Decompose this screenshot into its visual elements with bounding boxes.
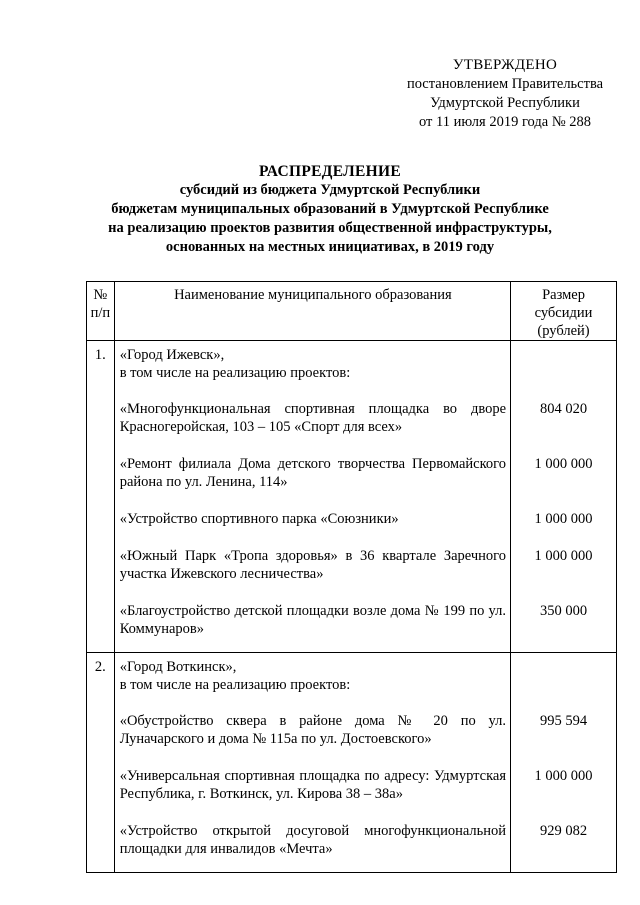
project-name: «Устройство открытой досуговой многофункциональной площадки для инвалидов «Мечта» <box>119 823 507 857</box>
project-amount: 1 000 000 <box>534 456 593 472</box>
title-line-2: бюджетам муниципальных образований в Удмуртской Республике <box>111 201 549 217</box>
table-row <box>87 341 617 653</box>
title-main: РАСПРЕДЕЛЕНИЕ <box>259 163 401 180</box>
including-text: в том числе на реализацию проектов: <box>119 677 351 693</box>
row-name-cell <box>114 341 510 653</box>
title-line-3: на реализацию проектов развития общественной инфраструктуры, <box>108 220 552 236</box>
project-amount: 929 082 <box>539 823 588 839</box>
table-header-row <box>87 282 617 341</box>
project-name: «Благоустройство детской площадки возле дома № 199 по ул. Коммунаров» <box>119 603 507 637</box>
row-amount-cell <box>511 341 617 653</box>
approval-line-4: от 11 июля 2019 года № 288 <box>418 114 592 130</box>
project-name: «Ремонт филиала Дома детского творчества Первомайского района по ул. Ленина, 114» <box>119 456 507 490</box>
project-amount: 995 594 <box>539 713 588 729</box>
title-line-4: основанных на местных инициативах, в 2019 году <box>165 239 495 255</box>
project-amount: 350 000 <box>539 603 588 619</box>
row-number: 2. <box>87 653 115 873</box>
municipality-name: «Город Ижевск», <box>119 347 225 363</box>
row-amount-cell <box>511 653 617 873</box>
row-number: 1. <box>87 341 115 653</box>
approval-line-2: постановлением Правительства <box>406 76 604 92</box>
project-name: «Обустройство сквера в районе дома № 20 по ул. Луначарского и дома № 115а по ул. Достоевского» <box>119 713 507 747</box>
including-text: в том числе на реализацию проектов: <box>119 365 351 381</box>
approval-block <box>395 56 615 132</box>
header-amount: Размер субсидии (рублей) <box>511 282 617 341</box>
table-row <box>87 653 617 873</box>
project-name: «Многофункциональная спортивная площадка во дворе Красногеройская, 103 – 105 «Спорт для всех» <box>119 401 507 435</box>
project-amount: 1 000 000 <box>534 768 593 784</box>
header-num: № п/п <box>87 282 115 341</box>
document-title <box>80 162 580 257</box>
project-amount: 1 000 000 <box>534 511 593 527</box>
header-name: Наименование муниципального образования <box>114 282 510 341</box>
municipality-name: «Город Воткинск», <box>119 659 237 675</box>
project-name: «Южный Парк «Тропа здоровья» в 36 квартале Заречного участка Ижевского лесничества» <box>119 548 507 582</box>
project-name: «Устройство спортивного парка «Союзники» <box>119 511 399 527</box>
approval-line-3: Удмуртской Республики <box>430 95 580 111</box>
approval-heading: УТВЕРЖДЕНО <box>452 57 558 73</box>
project-amount: 804 020 <box>539 401 588 417</box>
project-amount: 1 000 000 <box>534 548 593 564</box>
project-name: «Универсальная спортивная площадка по адресу: Удмуртская Республика, г. Воткинск, ул. Кирова 38 – 38а» <box>119 768 507 802</box>
title-line-1: субсидий из бюджета Удмуртской Республики <box>179 182 481 198</box>
row-name-cell <box>114 653 510 873</box>
distribution-table <box>86 281 617 873</box>
